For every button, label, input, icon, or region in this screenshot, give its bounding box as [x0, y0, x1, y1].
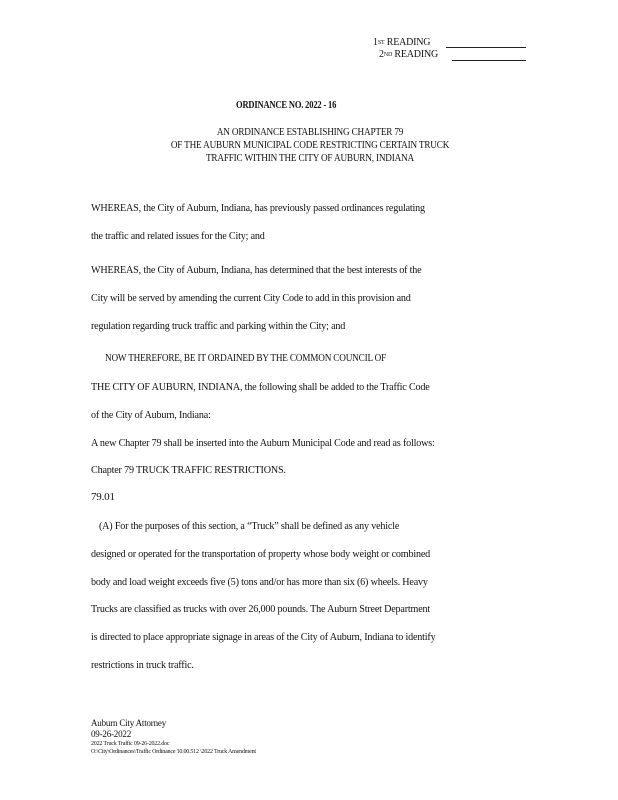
- first-reading-number: 1: [373, 37, 378, 48]
- new-chapter-paragraph: A new Chapter 79 shall be inserted into the Auburn Municipal Code and read as follows:: [91, 437, 435, 449]
- footer-filepath: O:\City\Ordinances\Traffic Ordinance 10.00.512 \2022 Truck Amendment: [91, 749, 256, 755]
- section-a-line-6: restrictions in truck traffic.: [91, 659, 194, 671]
- title-line-1: AN ORDINANCE ESTABLISHING CHAPTER 79: [216, 127, 404, 138]
- first-reading: [373, 37, 438, 49]
- now-therefore-line-3: of the City of Auburn, Indiana:: [91, 409, 211, 421]
- second-reading: [373, 49, 438, 61]
- whereas-2-line-3: regulation regarding truck traffic and parking within the City; and: [91, 320, 346, 332]
- second-reading-number: 2: [379, 49, 384, 60]
- whereas-2-line-1: WHEREAS, the City of Auburn, Indiana, has determined that the best interests of the: [91, 264, 422, 276]
- whereas-1-line-1: WHEREAS, the City of Auburn, Indiana, has previously passed ordinances regulating: [91, 202, 425, 214]
- second-reading-line: [452, 60, 526, 61]
- whereas-2-line-2: City will be served by amending the current City Code to add in this provision and: [91, 292, 411, 304]
- footer-filename: 2022 Truck Traffic 09-26-2022.doc: [91, 741, 170, 747]
- title-line-3: TRAFFIC WITHIN THE CITY OF AUBURN, INDIANA: [205, 153, 415, 164]
- section-a-line-3: body and load weight exceeds five (5) tons and/or has more than six (6) wheels. Heavy: [91, 576, 428, 588]
- section-a-line-5: is directed to place appropriate signage in areas of the City of Auburn, Indiana to identify: [91, 631, 436, 643]
- section-a-line-4: Trucks are classified as trucks with over 26,000 pounds. The Auburn Street Department: [91, 603, 431, 615]
- footer-date: 09-26-2022: [91, 729, 131, 739]
- now-therefore-line-1: NOW THEREFORE, BE IT ORDAINED BY THE COMMON COUNCIL OF: [105, 353, 387, 364]
- footer-author: Auburn City Attorney: [91, 718, 166, 728]
- section-a-line-2: designed or operated for the transportation of property whose body weight or combined: [91, 548, 431, 560]
- ordinance-title: [80, 126, 540, 165]
- section-number: 79.01: [91, 491, 115, 503]
- document-footer: [91, 718, 256, 756]
- reading-block: [373, 37, 438, 61]
- second-reading-label: READING: [394, 49, 439, 60]
- title-line-2: OF THE AUBURN MUNICIPAL CODE RESTRICTING CERTAIN TRUCK: [170, 140, 450, 151]
- now-therefore-line-2: THE CITY OF AUBURN, INDIANA, the following shall be added to the Traffic Code: [91, 381, 430, 393]
- ordinance-number: ORDINANCE NO. 2022 - 16: [236, 100, 337, 111]
- section-a-line-1: (A) For the purposes of this section, a “Truck” shall be defined as any vehicle: [99, 520, 400, 532]
- first-reading-sup: ST: [377, 40, 385, 46]
- chapter-heading: Chapter 79 TRUCK TRAFFIC RESTRICTIONS.: [91, 464, 286, 476]
- second-reading-sup: ND: [383, 52, 393, 58]
- whereas-1-line-2: the traffic and related issues for the City; and: [91, 230, 265, 242]
- first-reading-line: [446, 47, 526, 48]
- first-reading-label: READING: [386, 37, 431, 48]
